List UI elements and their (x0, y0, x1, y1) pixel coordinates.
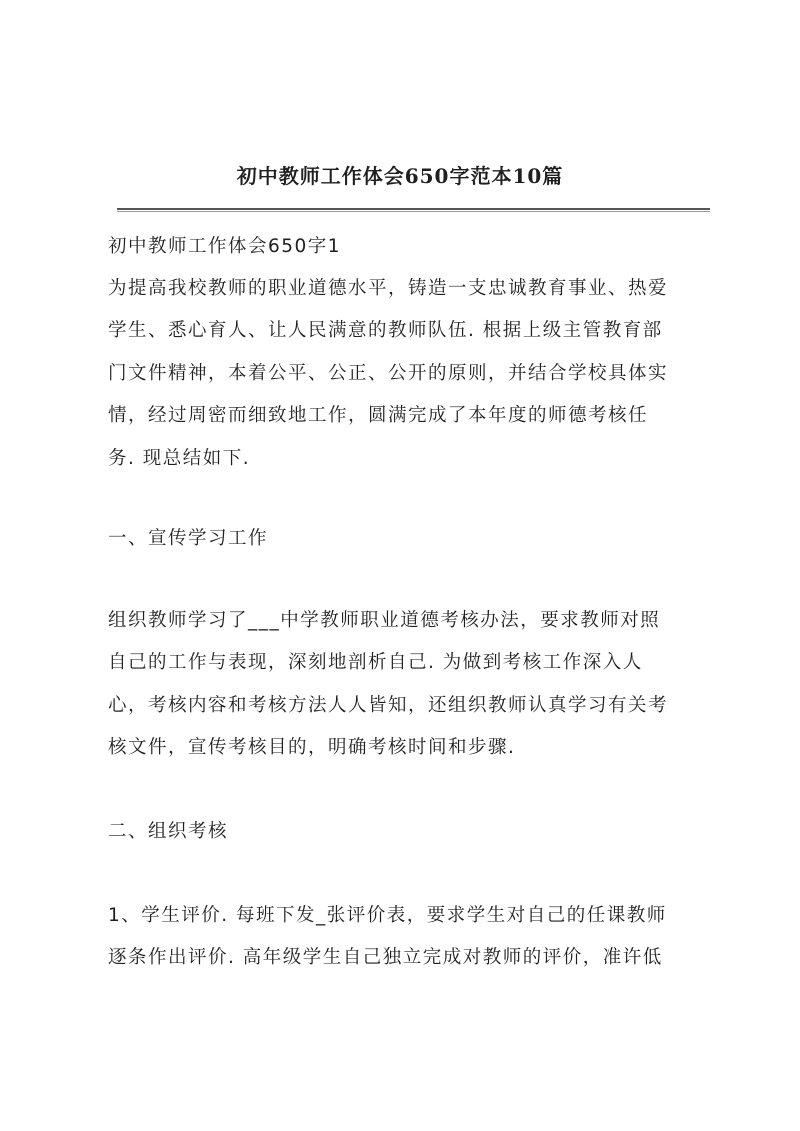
paragraph-line: 自己的工作与表现，深刻地剖析自己. 为做到考核工作深入人 (108, 652, 643, 674)
paragraph-line: 核文件，宣传考核目的，明确考核时间和步骤. (108, 737, 516, 759)
paragraph-line: 门文件精神，本着公平、公正、公开的原则，并结合学校具体实 (108, 362, 669, 384)
paragraph-line: 组织教师学习了___中学教师职业道德考核办法，要求教师对照 (108, 610, 661, 631)
paragraph-line: 1、学生评价. 每班下发_张评价表，要求学生对自己的任课教师 (108, 905, 667, 926)
paragraph-line: 务. 现总结如下. (108, 447, 251, 469)
title-divider (117, 208, 710, 212)
paragraph-line: 学生、悉心育人、让人民满意的教师队伍. 根据上级主管教育部 (108, 320, 663, 342)
paragraph-line: 情，经过周密而细致地工作，圆满完成了本年度的师德考核任 (108, 405, 649, 427)
intro-paragraph (108, 268, 708, 480)
document-title: 初中教师工作体会650字范本10篇 (236, 164, 564, 188)
section-2-heading-block (108, 811, 708, 853)
section-1-heading-block (108, 518, 708, 560)
section-1-paragraph (108, 600, 708, 770)
subtitle: 初中教师工作体会650字1 (108, 236, 342, 257)
paragraph-line: 为提高我校教师的职业道德水平，铸造一支忠诚教育事业、热爱 (108, 278, 669, 299)
section-heading: 一、宣传学习工作 (108, 528, 269, 549)
section-heading: 二、组织考核 (108, 821, 229, 842)
subtitle-block (108, 226, 708, 268)
paragraph-line: 心，考核内容和考核方法人人皆知，还组织教师认真学习有关考 (108, 694, 669, 716)
section-2-paragraph (108, 895, 708, 980)
paragraph-line: 逐条作出评价. 高年级学生自己独立完成对教师的评价，准许低 (108, 947, 663, 969)
